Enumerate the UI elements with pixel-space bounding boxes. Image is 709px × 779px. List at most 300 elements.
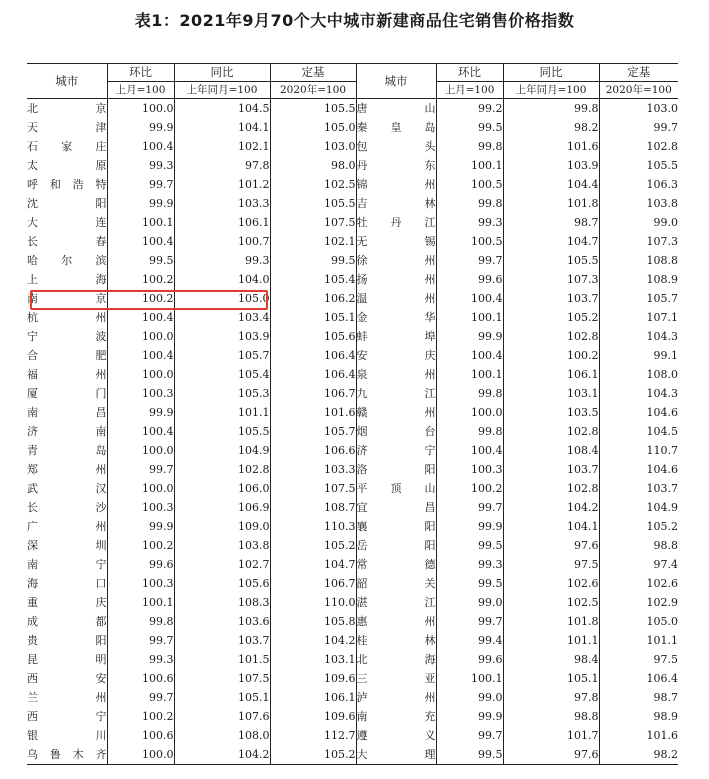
mom-value-right: 100.1 [436, 308, 503, 327]
base-value-left: 112.7 [270, 726, 356, 745]
yoy-value-right: 105.1 [503, 669, 599, 688]
mom-value-left: 99.7 [107, 631, 174, 650]
yoy-value-right: 98.4 [503, 650, 599, 669]
table-row [27, 99, 678, 119]
mom-value-right: 99.6 [436, 270, 503, 289]
mom-value-left: 100.6 [107, 669, 174, 688]
yoy-value-right: 100.2 [503, 346, 599, 365]
mom-value-right: 100.5 [436, 175, 503, 194]
base-value-left: 105.1 [270, 308, 356, 327]
col-header-yoy-left: 同比 [174, 64, 270, 82]
mom-value-left: 100.3 [107, 574, 174, 593]
yoy-value-right: 102.8 [503, 479, 599, 498]
base-value-right: 103.7 [646, 482, 678, 495]
base-value-right: 99.1 [653, 349, 678, 362]
base-value-left: 105.4 [270, 270, 356, 289]
mom-value-left: 100.4 [107, 232, 174, 251]
base-value-right: 98.8 [653, 539, 678, 552]
city-name-right: 惠州 [356, 612, 436, 631]
yoy-value-right: 103.7 [503, 289, 599, 308]
yoy-value-right: 97.6 [503, 745, 599, 765]
table-row [27, 745, 678, 765]
col-subheader-mom-left: 上月=100 [107, 82, 174, 99]
yoy-value-left: 103.8 [174, 536, 270, 555]
base-value-right: 99.7 [653, 121, 678, 134]
mom-value-right: 99.8 [436, 194, 503, 213]
yoy-value-right: 105.2 [503, 308, 599, 327]
col-header-mom-left: 环比 [107, 64, 174, 82]
yoy-value-right: 102.8 [503, 422, 599, 441]
table-row [27, 175, 678, 194]
city-name-left: 贵阳 [27, 631, 107, 650]
city-name-left: 上海 [27, 270, 107, 289]
base-value-left: 105.5 [270, 99, 356, 119]
city-name-left: 石家庄 [27, 137, 107, 156]
yoy-value-right: 102.5 [503, 593, 599, 612]
city-name-left: 杭州 [27, 308, 107, 327]
base-value-right: 104.3 [646, 387, 678, 400]
city-name-left: 重庆 [27, 593, 107, 612]
city-name-left: 西宁 [27, 707, 107, 726]
mom-value-right: 99.8 [436, 422, 503, 441]
table-row [27, 403, 678, 422]
yoy-value-left: 102.1 [174, 137, 270, 156]
table-row [27, 479, 678, 498]
city-name-left: 福州 [27, 365, 107, 384]
yoy-value-right: 98.8 [503, 707, 599, 726]
yoy-value-left: 103.7 [174, 631, 270, 650]
mom-value-left: 100.0 [107, 441, 174, 460]
col-header-city-left: 城市 [27, 64, 107, 99]
table-row [27, 422, 678, 441]
city-name-left: 沈阳 [27, 194, 107, 213]
city-name-right: 三亚 [356, 669, 436, 688]
yoy-value-left: 106.0 [174, 479, 270, 498]
city-name-right: 洛阳 [356, 460, 436, 479]
mom-value-right: 99.5 [436, 118, 503, 137]
city-name-right: 扬州 [356, 270, 436, 289]
base-value-left: 106.6 [270, 441, 356, 460]
table-row [27, 384, 678, 403]
price-index-table [27, 63, 678, 765]
city-name-right: 岳阳 [356, 536, 436, 555]
city-name-left: 昆明 [27, 650, 107, 669]
city-name-left: 银川 [27, 726, 107, 745]
yoy-value-left: 101.2 [174, 175, 270, 194]
base-value-right: 101.6 [646, 729, 678, 742]
yoy-value-left: 104.1 [174, 118, 270, 137]
yoy-value-left: 105.6 [174, 574, 270, 593]
mom-value-right: 99.5 [436, 745, 503, 765]
table-row [27, 327, 678, 346]
base-value-right: 104.6 [646, 406, 678, 419]
city-name-right: 吉林 [356, 194, 436, 213]
yoy-value-left: 105.7 [174, 346, 270, 365]
yoy-value-left: 107.5 [174, 669, 270, 688]
city-name-right: 秦皇岛 [356, 118, 436, 137]
base-value-right: 108.0 [646, 368, 678, 381]
yoy-value-right: 97.5 [503, 555, 599, 574]
city-name-left: 武汉 [27, 479, 107, 498]
mom-value-left: 100.2 [107, 289, 174, 308]
yoy-value-left: 105.3 [174, 384, 270, 403]
mom-value-left: 100.1 [107, 213, 174, 232]
col-subheader-yoy-right: 上年同月=100 [503, 82, 599, 99]
base-value-right: 98.9 [653, 710, 678, 723]
city-name-right: 安庆 [356, 346, 436, 365]
mom-value-right: 100.4 [436, 441, 503, 460]
mom-value-right: 99.6 [436, 650, 503, 669]
city-name-left: 深圳 [27, 536, 107, 555]
yoy-value-right: 103.7 [503, 460, 599, 479]
yoy-value-left: 108.3 [174, 593, 270, 612]
mom-value-left: 100.0 [107, 327, 174, 346]
base-value-left: 104.7 [270, 555, 356, 574]
col-subheader-base-left: 2020年=100 [270, 82, 356, 99]
city-name-right: 大理 [356, 745, 436, 765]
base-value-left: 103.3 [270, 460, 356, 479]
mom-value-right: 100.4 [436, 289, 503, 308]
yoy-value-left: 109.0 [174, 517, 270, 536]
base-value-left: 107.5 [270, 213, 356, 232]
city-name-right: 常德 [356, 555, 436, 574]
base-value-right: 106.3 [646, 178, 678, 191]
mom-value-left: 100.0 [107, 745, 174, 765]
mom-value-left: 100.4 [107, 346, 174, 365]
city-name-left: 济南 [27, 422, 107, 441]
yoy-value-right: 104.4 [503, 175, 599, 194]
base-value-right: 110.7 [646, 444, 678, 457]
base-value-right: 97.5 [653, 653, 678, 666]
header-row-top [27, 64, 678, 82]
mom-value-left: 99.3 [107, 650, 174, 669]
city-name-right: 平顶山 [356, 479, 436, 498]
mom-value-left: 99.7 [107, 175, 174, 194]
mom-value-right: 100.3 [436, 460, 503, 479]
yoy-value-left: 105.4 [174, 365, 270, 384]
mom-value-right: 99.7 [436, 612, 503, 631]
city-name-left: 天津 [27, 118, 107, 137]
city-name-left: 呼和浩特 [27, 175, 107, 194]
city-name-right: 唐山 [356, 99, 436, 119]
mom-value-right: 100.4 [436, 346, 503, 365]
table-row [27, 612, 678, 631]
yoy-value-right: 98.7 [503, 213, 599, 232]
base-value-right: 105.5 [646, 159, 678, 172]
col-header-base-left: 定基 [270, 64, 356, 82]
mom-value-right: 99.3 [436, 213, 503, 232]
base-value-left: 105.8 [270, 612, 356, 631]
mom-value-right: 99.0 [436, 688, 503, 707]
base-value-right: 104.5 [646, 425, 678, 438]
city-name-left: 南昌 [27, 403, 107, 422]
base-value-right: 104.6 [646, 463, 678, 476]
table-row [27, 270, 678, 289]
city-name-right: 韶关 [356, 574, 436, 593]
mom-value-left: 100.0 [107, 365, 174, 384]
table-row [27, 251, 678, 270]
mom-value-left: 99.8 [107, 612, 174, 631]
yoy-value-right: 101.1 [503, 631, 599, 650]
mom-value-left: 100.1 [107, 593, 174, 612]
city-name-right: 桂林 [356, 631, 436, 650]
col-header-base-right: 定基 [599, 64, 678, 82]
city-name-right: 锦州 [356, 175, 436, 194]
city-name-left: 海口 [27, 574, 107, 593]
city-name-right: 宜昌 [356, 498, 436, 517]
yoy-value-right: 103.1 [503, 384, 599, 403]
base-value-left: 106.4 [270, 365, 356, 384]
table-row [27, 441, 678, 460]
table-body [27, 99, 678, 765]
yoy-value-right: 105.5 [503, 251, 599, 270]
yoy-value-right: 106.1 [503, 365, 599, 384]
base-value-left: 109.6 [270, 707, 356, 726]
table-row [27, 194, 678, 213]
yoy-value-right: 101.8 [503, 194, 599, 213]
yoy-value-right: 104.1 [503, 517, 599, 536]
base-value-right: 104.3 [646, 330, 678, 343]
col-header-city-right: 城市 [356, 64, 436, 99]
highlight-box-nanjing [30, 290, 268, 310]
yoy-value-right: 99.8 [503, 99, 599, 119]
mom-value-left: 100.2 [107, 536, 174, 555]
yoy-value-right: 98.2 [503, 118, 599, 137]
mom-value-right: 100.1 [436, 156, 503, 175]
city-name-right: 温州 [356, 289, 436, 308]
col-subheader-base-right: 2020年=100 [599, 82, 678, 99]
mom-value-left: 99.7 [107, 460, 174, 479]
city-name-left: 成都 [27, 612, 107, 631]
yoy-value-right: 103.9 [503, 156, 599, 175]
base-value-left: 105.2 [270, 536, 356, 555]
mom-value-right: 100.5 [436, 232, 503, 251]
base-value-left: 108.7 [270, 498, 356, 517]
table-row [27, 631, 678, 650]
mom-value-left: 100.2 [107, 707, 174, 726]
city-name-left: 青岛 [27, 441, 107, 460]
yoy-value-right: 102.6 [503, 574, 599, 593]
table-row [27, 688, 678, 707]
base-value-left: 98.0 [270, 156, 356, 175]
city-name-left: 北京 [27, 99, 107, 119]
mom-value-right: 99.5 [436, 574, 503, 593]
base-value-right: 97.4 [653, 558, 678, 571]
mom-value-right: 100.2 [436, 479, 503, 498]
base-value-right: 108.9 [646, 273, 678, 286]
mom-value-right: 99.7 [436, 251, 503, 270]
city-name-left: 长沙 [27, 498, 107, 517]
base-value-right: 105.7 [646, 292, 678, 305]
mom-value-right: 99.0 [436, 593, 503, 612]
mom-value-left: 99.9 [107, 194, 174, 213]
base-value-right: 105.0 [646, 615, 678, 628]
base-value-left: 103.1 [270, 650, 356, 669]
table-row [27, 517, 678, 536]
table-row [27, 213, 678, 232]
table-row [27, 346, 678, 365]
base-value-right: 103.8 [646, 197, 678, 210]
base-value-left: 101.6 [270, 403, 356, 422]
table-row [27, 232, 678, 251]
yoy-value-left: 100.7 [174, 232, 270, 251]
yoy-value-right: 108.4 [503, 441, 599, 460]
col-header-mom-right: 环比 [436, 64, 503, 82]
yoy-value-left: 107.6 [174, 707, 270, 726]
city-name-left: 广州 [27, 517, 107, 536]
mom-value-left: 100.0 [107, 99, 174, 119]
yoy-value-left: 103.3 [174, 194, 270, 213]
base-value-left: 102.1 [270, 232, 356, 251]
city-name-left: 兰州 [27, 688, 107, 707]
table-row [27, 137, 678, 156]
base-value-left: 102.5 [270, 175, 356, 194]
city-name-left: 哈尔滨 [27, 251, 107, 270]
city-name-right: 蚌埠 [356, 327, 436, 346]
yoy-value-left: 104.5 [174, 99, 270, 119]
base-value-left: 105.2 [270, 745, 356, 765]
city-name-left: 郑州 [27, 460, 107, 479]
mom-value-right: 99.9 [436, 707, 503, 726]
base-value-left: 109.6 [270, 669, 356, 688]
city-name-right: 九江 [356, 384, 436, 403]
yoy-value-left: 103.6 [174, 612, 270, 631]
city-name-right: 北海 [356, 650, 436, 669]
yoy-value-left: 101.5 [174, 650, 270, 669]
city-name-left: 宁波 [27, 327, 107, 346]
yoy-value-left: 104.0 [174, 270, 270, 289]
yoy-value-left: 105.5 [174, 422, 270, 441]
base-value-left: 104.2 [270, 631, 356, 650]
yoy-value-left: 97.8 [174, 156, 270, 175]
base-value-right: 101.1 [646, 634, 678, 647]
yoy-value-right: 101.7 [503, 726, 599, 745]
mom-value-right: 100.1 [436, 669, 503, 688]
city-name-right: 烟台 [356, 422, 436, 441]
base-value-left: 105.5 [270, 194, 356, 213]
mom-value-right: 99.8 [436, 137, 503, 156]
yoy-value-right: 104.7 [503, 232, 599, 251]
mom-value-right: 99.7 [436, 726, 503, 745]
yoy-value-right: 97.8 [503, 688, 599, 707]
table-row [27, 308, 678, 327]
base-value-left: 106.2 [270, 289, 356, 308]
city-name-right: 包头 [356, 137, 436, 156]
yoy-value-left: 105.1 [174, 688, 270, 707]
yoy-value-right: 101.6 [503, 137, 599, 156]
table-row [27, 726, 678, 745]
col-subheader-mom-right: 上月=100 [436, 82, 503, 99]
yoy-value-right: 102.8 [503, 327, 599, 346]
mom-value-left: 100.0 [107, 479, 174, 498]
table-row [27, 593, 678, 612]
table-row [27, 118, 678, 137]
yoy-value-right: 101.8 [503, 612, 599, 631]
table-row [27, 536, 678, 555]
yoy-value-right: 107.3 [503, 270, 599, 289]
city-name-left: 合肥 [27, 346, 107, 365]
city-name-left: 大连 [27, 213, 107, 232]
yoy-value-left: 105.0 [174, 289, 270, 308]
mom-value-left: 99.3 [107, 156, 174, 175]
base-value-right: 103.0 [646, 102, 678, 115]
base-value-right: 99.0 [653, 216, 678, 229]
mom-value-left: 99.7 [107, 688, 174, 707]
yoy-value-left: 102.8 [174, 460, 270, 479]
city-name-right: 牡丹江 [356, 213, 436, 232]
col-header-yoy-right: 同比 [503, 64, 599, 82]
yoy-value-left: 103.9 [174, 327, 270, 346]
base-value-left: 103.0 [270, 137, 356, 156]
yoy-value-left: 101.1 [174, 403, 270, 422]
table-row [27, 156, 678, 175]
mom-value-right: 99.8 [436, 384, 503, 403]
base-value-left: 105.0 [270, 118, 356, 137]
table-row [27, 650, 678, 669]
col-subheader-yoy-left: 上年同月=100 [174, 82, 270, 99]
city-name-right: 无锡 [356, 232, 436, 251]
base-value-left: 106.7 [270, 384, 356, 403]
base-value-right: 102.9 [646, 596, 678, 609]
table-row [27, 555, 678, 574]
city-name-right: 丹东 [356, 156, 436, 175]
mom-value-left: 99.6 [107, 555, 174, 574]
city-name-left: 西安 [27, 669, 107, 688]
mom-value-left: 99.5 [107, 251, 174, 270]
yoy-value-left: 102.7 [174, 555, 270, 574]
base-value-left: 106.4 [270, 346, 356, 365]
mom-value-right: 99.9 [436, 327, 503, 346]
base-value-right: 105.2 [646, 520, 678, 533]
yoy-value-left: 104.9 [174, 441, 270, 460]
table-row [27, 574, 678, 593]
yoy-value-left: 106.1 [174, 213, 270, 232]
base-value-left: 110.0 [270, 593, 356, 612]
mom-value-left: 100.4 [107, 137, 174, 156]
table-row [27, 707, 678, 726]
yoy-value-left: 99.3 [174, 251, 270, 270]
yoy-value-left: 104.2 [174, 745, 270, 765]
base-value-right: 106.4 [646, 672, 678, 685]
base-value-left: 106.1 [270, 688, 356, 707]
city-name-right: 泸州 [356, 688, 436, 707]
city-name-left: 厦门 [27, 384, 107, 403]
city-name-right: 济宁 [356, 441, 436, 460]
city-name-left: 南京 [27, 289, 107, 308]
base-value-right: 107.1 [646, 311, 678, 324]
city-name-right: 襄阳 [356, 517, 436, 536]
header-row-sub [27, 82, 678, 99]
city-name-right: 赣州 [356, 403, 436, 422]
mom-value-right: 99.2 [436, 99, 503, 119]
yoy-value-right: 97.6 [503, 536, 599, 555]
yoy-value-right: 103.5 [503, 403, 599, 422]
city-name-left: 太原 [27, 156, 107, 175]
mom-value-right: 99.7 [436, 498, 503, 517]
yoy-value-left: 108.0 [174, 726, 270, 745]
base-value-left: 106.7 [270, 574, 356, 593]
base-value-right: 108.8 [646, 254, 678, 267]
mom-value-left: 100.2 [107, 270, 174, 289]
city-name-right: 遵义 [356, 726, 436, 745]
mom-value-left: 100.3 [107, 384, 174, 403]
table-row [27, 365, 678, 384]
mom-value-right: 100.0 [436, 403, 503, 422]
base-value-left: 110.3 [270, 517, 356, 536]
city-name-left: 乌鲁木齐 [27, 745, 107, 765]
city-name-left: 长春 [27, 232, 107, 251]
mom-value-right: 100.1 [436, 365, 503, 384]
